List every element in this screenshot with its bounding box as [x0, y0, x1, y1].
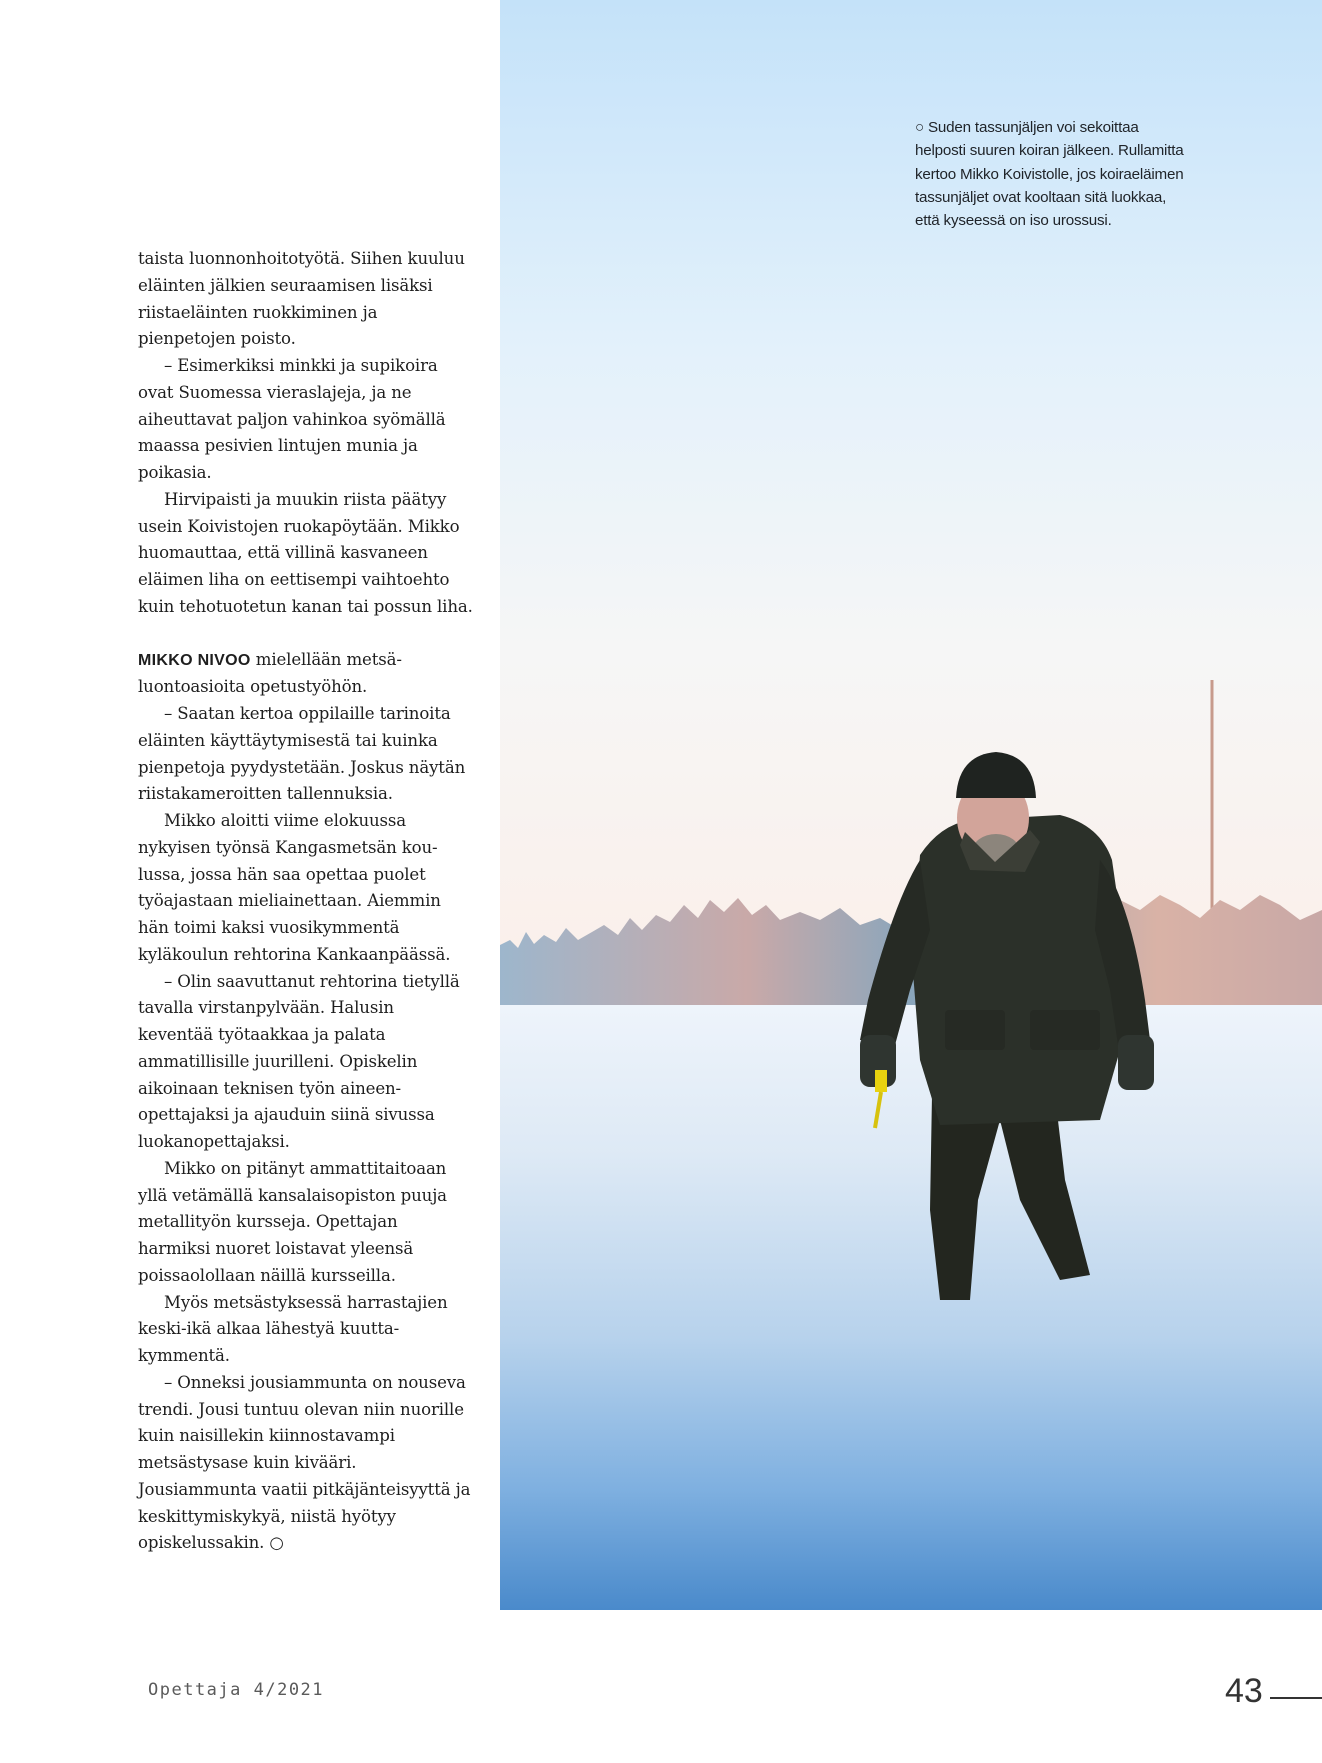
- paragraph: Myös metsästyksessä harrastajien keski-ikä alkaa lähestyä kuuttakymmentä.: [138, 1292, 448, 1365]
- paragraph: – Saatan kertoa oppilaille tarinoita eläinten käyttäytymisestä tai kuinka pienpetoja pyydystetään. Joskus näytän riistakameroitten tallennuksia.: [138, 704, 466, 804]
- snow-field: [500, 1005, 1322, 1610]
- paragraph: – Onneksi jousiammunta on nouseva trendi. Jousi tuntuu olevan niin nuorille kuin naisillekin kiinnostavampi metsästysase kuin kivääri. Jousiammunta vaatii pitkäjänteisyyttä ja keskittymiskykyä, niistä hyötyy opiskelussakin. ○: [138, 1372, 471, 1553]
- photo-man-in-snow: [500, 0, 1322, 1610]
- paragraph: Mikko on pitänyt ammattitaitoaan yllä vetämällä kansalaisopiston puuja metallityön kursseja. Opettajan harmiksi nuoret loistavat yleensä poissaolollaan näillä kursseilla.: [138, 1158, 447, 1285]
- paragraph: Mikko aloitti viime elokuussa nykyisen työnsä Kangasmetsän koulussa, jossa hän saa opettaa puolet työajastaan mieliainettaan. Aiemmin hän toimi kaksi vuosikymmentä kyläkoulun rehtorina Kankaanpäässä.: [138, 811, 451, 964]
- photo-caption: ○ Suden tassunjäljen voi sekoittaa helposti suuren koiran jälkeen. Rullamitta kertoo Mikko Koivistolle, jos koiraeläimen tassunjäljet ovat kooltaan sitä luokkaa, että kyseessä on iso urossusi.: [915, 119, 1184, 230]
- paragraph: Hirvipaisti ja muukin riista päätyy usein Koivistojen ruokapöytään. Mikko huomauttaa, että villinä kasvaneen eläimen liha on eettisempi vaihtoehto kuin tehotuotetun kanan tai possun liha.: [138, 489, 473, 616]
- lead-in: MIKKO NIVOO: [138, 651, 251, 669]
- sky: [500, 0, 1322, 1000]
- paragraph: – Esimerkiksi minkki ja supikoira ovat Suomessa vieraslajeja, ja ne aiheuttavat paljon vahinkoa syömällä maassa pesivien lintujen munia ja poikasia.: [138, 356, 446, 482]
- tape-measure: [875, 1070, 887, 1092]
- publication-issue: Opettaja 4/2021: [148, 1680, 325, 1700]
- paragraph: – Olin saavuttanut rehtorina tietyllä tavalla virstanpylvään. Halusin keventää työtaakkaa ja palata ammatillisille juurilleni. Opiskelin aikoinaan teknisen työn aineenopettajaksi ja ajauduin siinä sivussa luokanopettajaksi.: [138, 971, 460, 1151]
- paragraph: taista luonnonhoitotyötä. Siihen kuuluu eläinten jälkien seuraamisen lisäksi riistaeläinten ruokkiminen ja pienpetojen poisto.: [138, 249, 465, 349]
- paragraph-with-lead: [138, 647, 473, 702]
- page-number-rule: [1270, 1697, 1322, 1699]
- page-number: 43: [1225, 1672, 1263, 1710]
- article-column: [138, 246, 473, 1557]
- paragraph-text: mielellään metsäluontoasioita opetustyöhön.: [138, 649, 402, 697]
